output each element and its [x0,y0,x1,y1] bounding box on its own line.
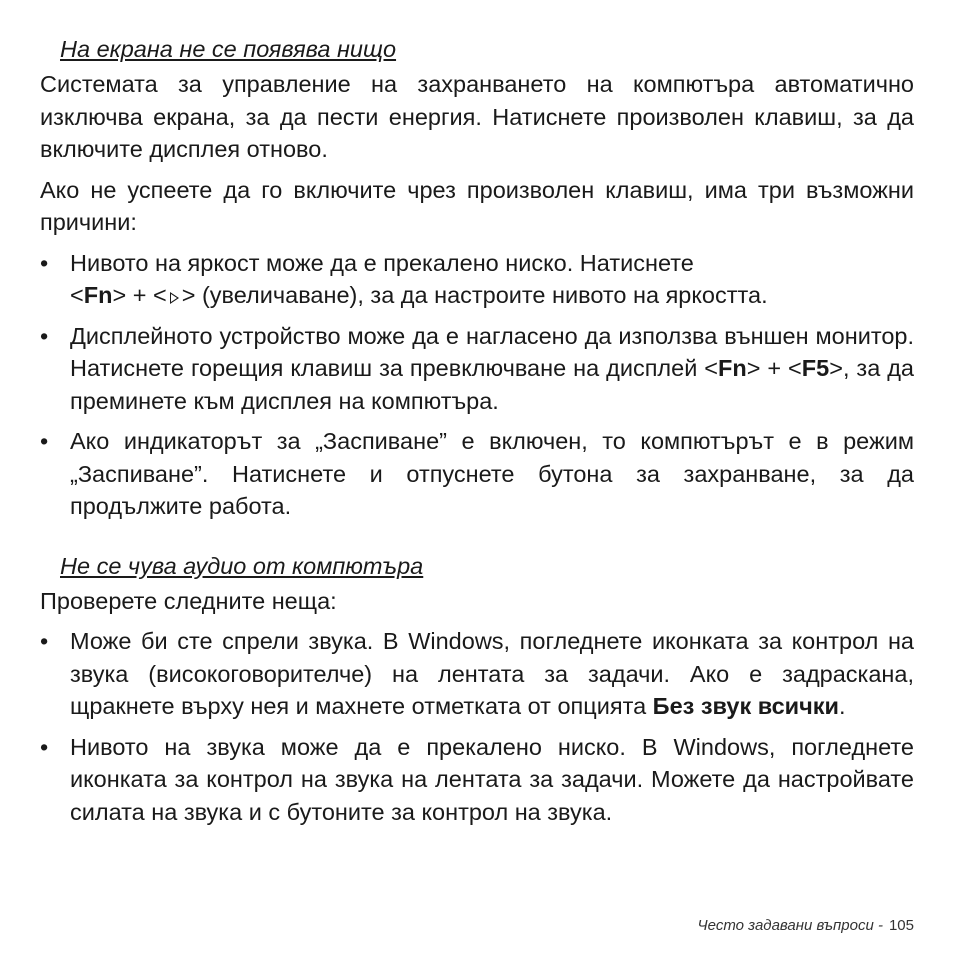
list-item-external-monitor: • Дисплейното устройство може да е нагласено да използва външен монитор. Натиснете горещия клавиш за превключване на дисплей <Fn> + <F5>, за да преминете към дисплея на компютъра. [40,320,914,418]
list-item-sleep-mode: • Ако индикаторът за „Заспиване” е включен, то компютърът е в режим „Заспиване”. Натиснете и отпуснете бутона за захранване, за да продължите работа. [40,425,914,523]
fn-key-label: Fn [83,282,113,308]
bullet-marker: • [40,322,49,349]
document-body [40,32,914,836]
paragraph-possible-causes: Ако не успеете да го включите чрез произволен клавиш, има три възможни причини: [40,176,914,235]
section-heading-no-audio: Не се чува аудио от компютъра [60,552,424,579]
list-item-muted: • Може би сте спрели звука. В Windows, погледнете иконката за контрол на звука (високоговорителче) на лентата за задачи. Ако е задраскана, щракнете върху нея и махнете отметката от опцията Без звук всички. [40,625,914,723]
causes-list [40,247,914,523]
audio-checks-list [40,625,914,828]
f5-key-label: F5 [801,355,830,381]
brightness-text-line2: <Fn> + < > (увеличаване), за да настроите нивото на яркостта. [70,282,768,308]
page-footer [698,917,914,934]
page-number: 105 [888,917,914,934]
fn-key-label: Fn [718,355,747,381]
bullet-marker: • [40,628,49,654]
section-heading-no-display: На екрана не се появява нищо [60,36,397,62]
paragraph-check-following: Проверете следните неща: [40,587,337,614]
paragraph-power-management: Системата за управление на захранването на компютъра автоматично изключва екрана, за да пести енергия. Натиснете произволен клавиш, за да включите дисплея отново. [40,71,914,162]
mute-all-option-label: Без звук всички [652,693,839,719]
triangle-right-outline-icon [170,292,179,304]
footer-section-label: Често задавани въпроси - [697,917,883,934]
bullet-marker: • [40,733,49,760]
bullet-marker: • [40,428,49,454]
list-item-volume-low: • Нивото на звука може да е прекалено ниско. В Windows, погледнете иконката за контрол на звука на лентата за задачи. Можете да настройвате силата на звука и с бутоните за контрол на звука. [40,731,914,829]
brightness-text-line1: Нивото на яркост може да е прекалено ниско. Натиснете [70,249,694,276]
list-item-brightness [40,247,914,312]
bullet-marker: • [40,249,49,276]
